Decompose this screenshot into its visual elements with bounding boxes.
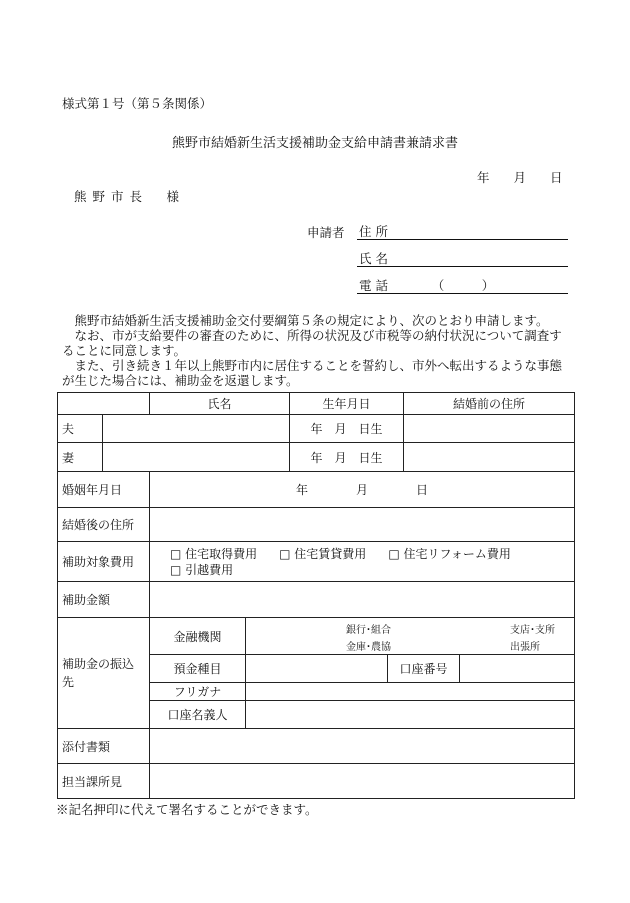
expense-checkbox-reform[interactable]: □ 住宅リフォーム費用 bbox=[388, 546, 511, 561]
phone-label: 電 話 （ ） bbox=[359, 278, 495, 293]
expense-label: 補助対象費用 bbox=[58, 542, 150, 582]
applicant-label: 申請者 bbox=[307, 225, 345, 240]
wife-label: 妻 bbox=[58, 443, 103, 472]
wife-name-cell[interactable] bbox=[103, 443, 290, 472]
post-address-cell[interactable] bbox=[150, 508, 575, 542]
date-year: 年 bbox=[477, 170, 490, 185]
deposit-type-cell[interactable] bbox=[246, 655, 388, 683]
col-prev-address-header: 結婚前の住所 bbox=[404, 393, 575, 415]
account-number-label: 口座番号 bbox=[388, 655, 460, 683]
attachments-cell[interactable] bbox=[150, 729, 575, 764]
bank-type-1: 銀行･組合 bbox=[346, 625, 391, 636]
husband-label: 夫 bbox=[58, 415, 103, 443]
name-field[interactable] bbox=[357, 249, 568, 267]
expense-options bbox=[150, 542, 575, 582]
wife-prev-address-cell[interactable] bbox=[404, 443, 575, 472]
bank-label: 金融機関 bbox=[150, 618, 246, 655]
paragraph-1: 熊野市結婚新生活支援補助金交付要綱第５条の規定により、次のとおり申請します。 bbox=[62, 313, 549, 328]
furigana-label: フリガナ bbox=[150, 683, 246, 701]
addressee: 熊野市長 様 bbox=[74, 189, 186, 204]
col-birth-header: 生年月日 bbox=[290, 393, 404, 415]
husband-prev-address-cell[interactable] bbox=[404, 415, 575, 443]
form-title: 熊野市結婚新生活支援補助金支給申請書兼請求書 bbox=[171, 136, 458, 151]
expense-checkbox-housing-purchase[interactable]: □ 住宅取得費用 bbox=[170, 546, 258, 561]
phone-field[interactable] bbox=[357, 276, 568, 294]
date-row bbox=[477, 168, 563, 186]
date-day: 日 bbox=[550, 170, 563, 185]
furigana-cell[interactable] bbox=[246, 683, 575, 701]
marriage-date-label: 婚姻年月日 bbox=[58, 472, 150, 508]
account-holder-cell[interactable] bbox=[246, 701, 575, 729]
address-field[interactable] bbox=[357, 222, 568, 240]
branch-type-1: 支店･支所 bbox=[510, 625, 555, 636]
post-address-label: 結婚後の住所 bbox=[58, 508, 150, 542]
deposit-type-label: 預金種目 bbox=[150, 655, 246, 683]
expense-checkbox-moving[interactable]: □ 引越費用 bbox=[170, 562, 234, 577]
husband-birth-cell[interactable]: 年 月 日生 bbox=[290, 415, 404, 443]
col-name-header: 氏名 bbox=[150, 393, 290, 415]
opinion-label: 担当課所見 bbox=[58, 764, 150, 799]
footnote: ※記名押印に代えて署名することができます。 bbox=[56, 802, 318, 817]
paragraph-2: なお、市が支給要件の審査のために、所得の状況及び市税等の納付状況について調査することに同意します。 bbox=[62, 328, 562, 358]
husband-name-cell[interactable] bbox=[103, 415, 290, 443]
address-label: 住 所 bbox=[359, 224, 388, 239]
account-holder-label: 口座名義人 bbox=[150, 701, 246, 729]
opinion-cell[interactable] bbox=[150, 764, 575, 799]
application-table bbox=[57, 392, 575, 799]
wife-birth-cell[interactable]: 年 月 日生 bbox=[290, 443, 404, 472]
name-label: 氏 名 bbox=[359, 251, 388, 266]
paragraph-3: また、引き続き１年以上熊野市内に居住することを誓約し、市外へ転出するような事態が生じた場合には、補助金を返還します。 bbox=[62, 358, 563, 388]
expense-checkbox-housing-rent[interactable]: □ 住宅賃貸費用 bbox=[279, 546, 367, 561]
amount-label: 補助金額 bbox=[58, 582, 150, 618]
branch-type-2: 出張所 bbox=[510, 642, 540, 653]
form-number: 様式第１号（第５条関係） bbox=[62, 96, 213, 111]
amount-cell[interactable] bbox=[150, 582, 575, 618]
date-month: 月 bbox=[513, 170, 527, 185]
bank-type-2: 金庫･農協 bbox=[346, 642, 391, 653]
attachments-label: 添付書類 bbox=[58, 729, 150, 764]
transfer-label: 補助金の振込先 bbox=[58, 618, 150, 729]
bank-cell[interactable] bbox=[246, 618, 575, 655]
account-number-cell[interactable] bbox=[460, 655, 575, 683]
marriage-date-cell[interactable]: 年 月 日 bbox=[150, 472, 575, 508]
